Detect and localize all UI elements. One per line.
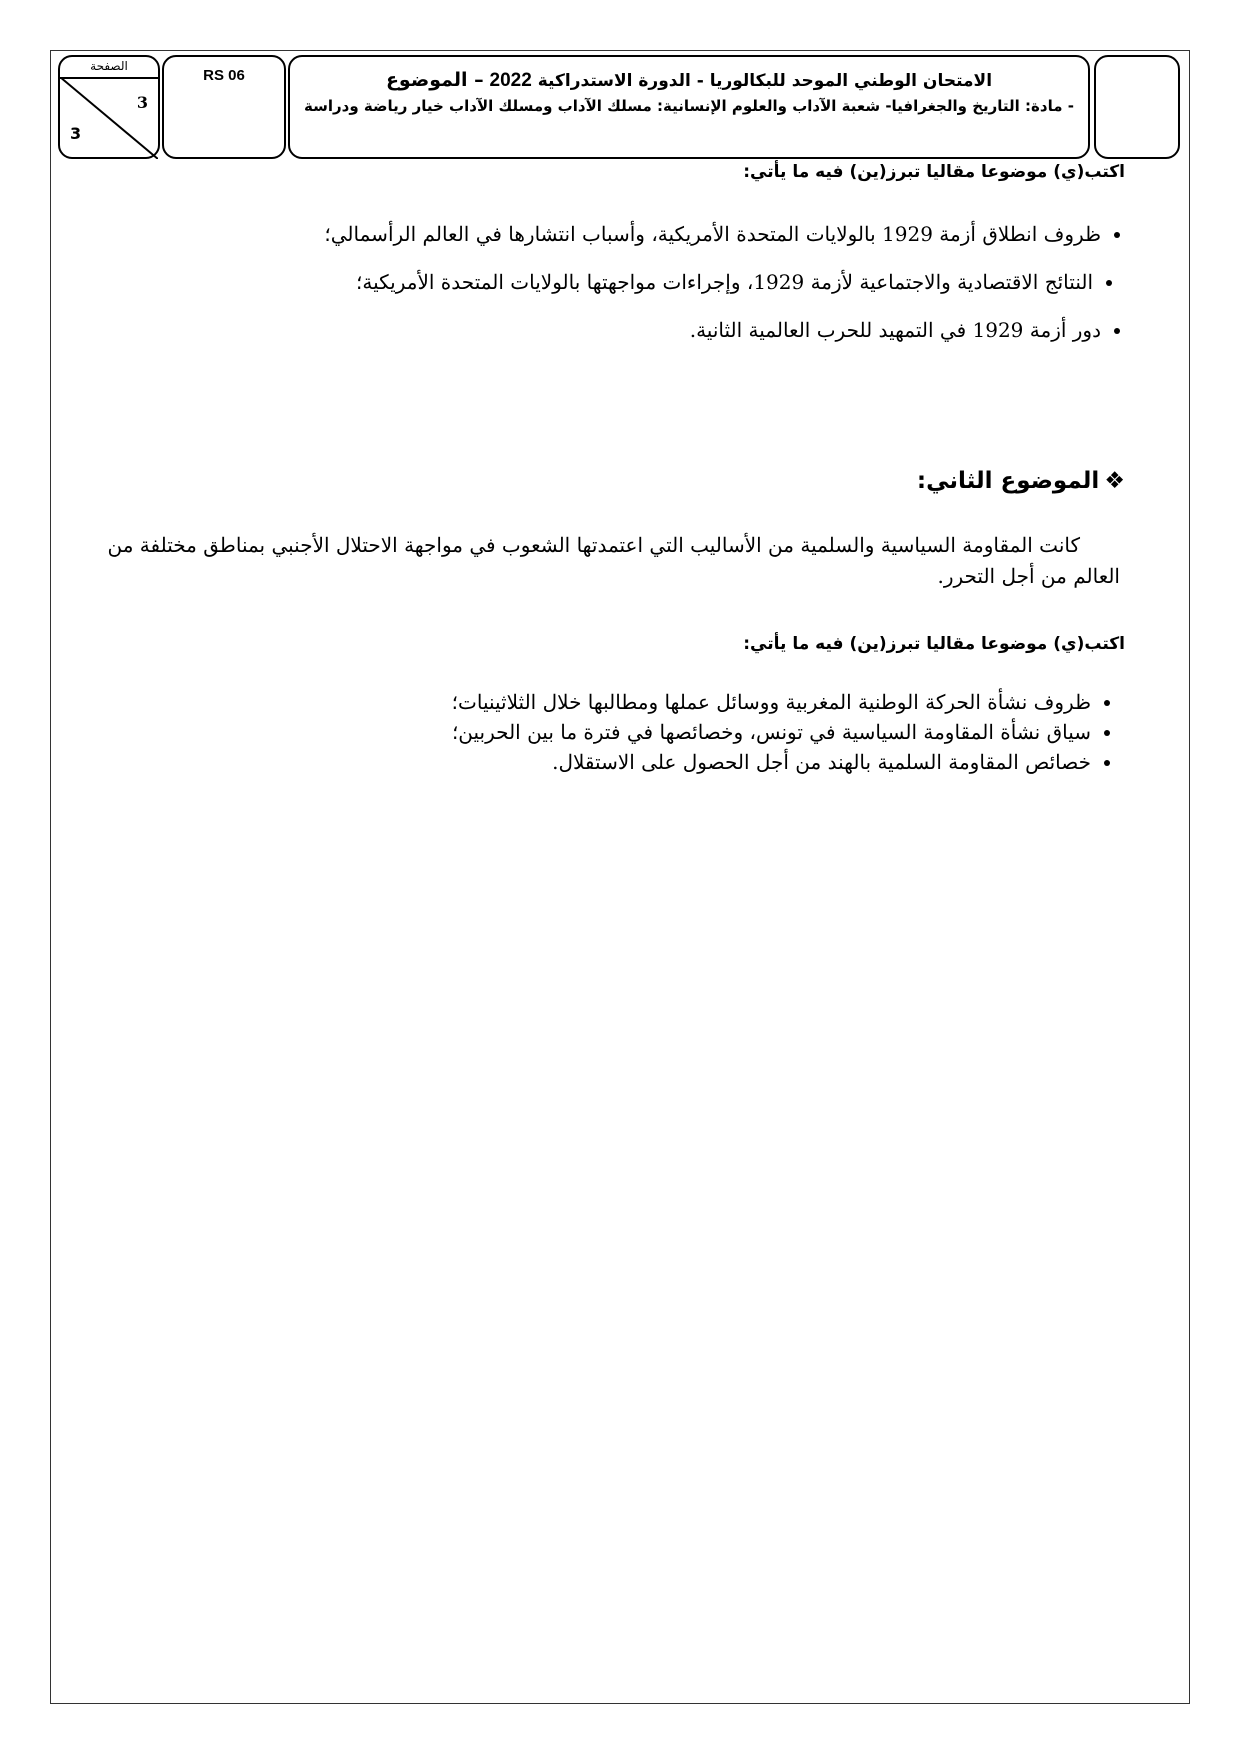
section2-bullets-wrap (105, 690, 1125, 780)
exam-code-box (162, 55, 286, 159)
section2-bullet: • خصائص المقاومة السلمية بالهند من أجل الحصول على الاستقلال. (105, 750, 1091, 780)
section2-heading (105, 468, 1125, 494)
page-box-diagonal (60, 77, 158, 159)
section2-intro-wrap (90, 530, 1120, 592)
section2-instruction-wrap (105, 634, 1125, 654)
section2-marker-icon: ❖ (1104, 468, 1125, 494)
section1-bullet: • ظروف انطلاق أزمة 1929 بالولايات المتحدة الأمريكية، وأسباب انتشارها في العالم الرأسمالي؛ (105, 222, 1101, 270)
exam-title-part1: الامتحان الوطني الموحد للبكالوريا - الدورة الاستدراكية (537, 71, 993, 91)
section2-title: الموضوع الثاني: (916, 468, 1100, 494)
exam-title-part2: – الموضوع (385, 69, 484, 91)
section2-intro: كانت المقاومة السياسية والسلمية من الأساليب التي اعتمدتها الشعوب في مواجهة الاحتلال الأجنبي بمناطق مختلفة من العالم من أجل التحرر. (107, 533, 1120, 588)
section1-bullet: • دور أزمة 1929 في التمهيد للحرب العالمية الثانية. (105, 318, 1101, 366)
grade-box (1094, 55, 1180, 159)
page-total: 3 (70, 124, 82, 143)
exam-title-box (288, 55, 1090, 159)
section1-bullet: • النتائج الاقتصادية والاجتماعية لأزمة 1929، وإجراءات مواجهتها بالولايات المتحدة الأمريكية؛ (105, 270, 1093, 318)
section1-instruction-wrap (105, 162, 1125, 182)
page-label: الصفحة (90, 59, 128, 73)
exam-year: 2022 (489, 70, 532, 91)
section1-instruction: اكتب(ي) موضوعا مقاليا تبرز(ين) فيه ما يأتي: (743, 162, 1125, 182)
exam-title (290, 69, 1088, 92)
section2-instruction: اكتب(ي) موضوعا مقاليا تبرز(ين) فيه ما يأتي: (743, 634, 1125, 654)
section2-bullet: • ظروف نشأة الحركة الوطنية المغربية ووسائل عملها ومطالبها خلال الثلاثينيات؛ (105, 690, 1091, 720)
page-number-box (58, 55, 160, 159)
section2-bullet: • سياق نشأة المقاومة السياسية في تونس، وخصائصها في فترة ما بين الحربين؛ (105, 720, 1091, 750)
page-current: 3 (136, 93, 148, 112)
section1-bullets-wrap (105, 222, 1125, 366)
section2-bullets (105, 690, 1125, 780)
section1-bullets (105, 222, 1125, 366)
exam-subtitle: - مادة: التاريخ والجغرافيا- شعبة الآداب والعلوم الإنسانية: مسلك الآداب ومسلك الآداب خيار رياضة ودراسة (304, 97, 1074, 115)
exam-code: RS 06 (203, 67, 245, 84)
